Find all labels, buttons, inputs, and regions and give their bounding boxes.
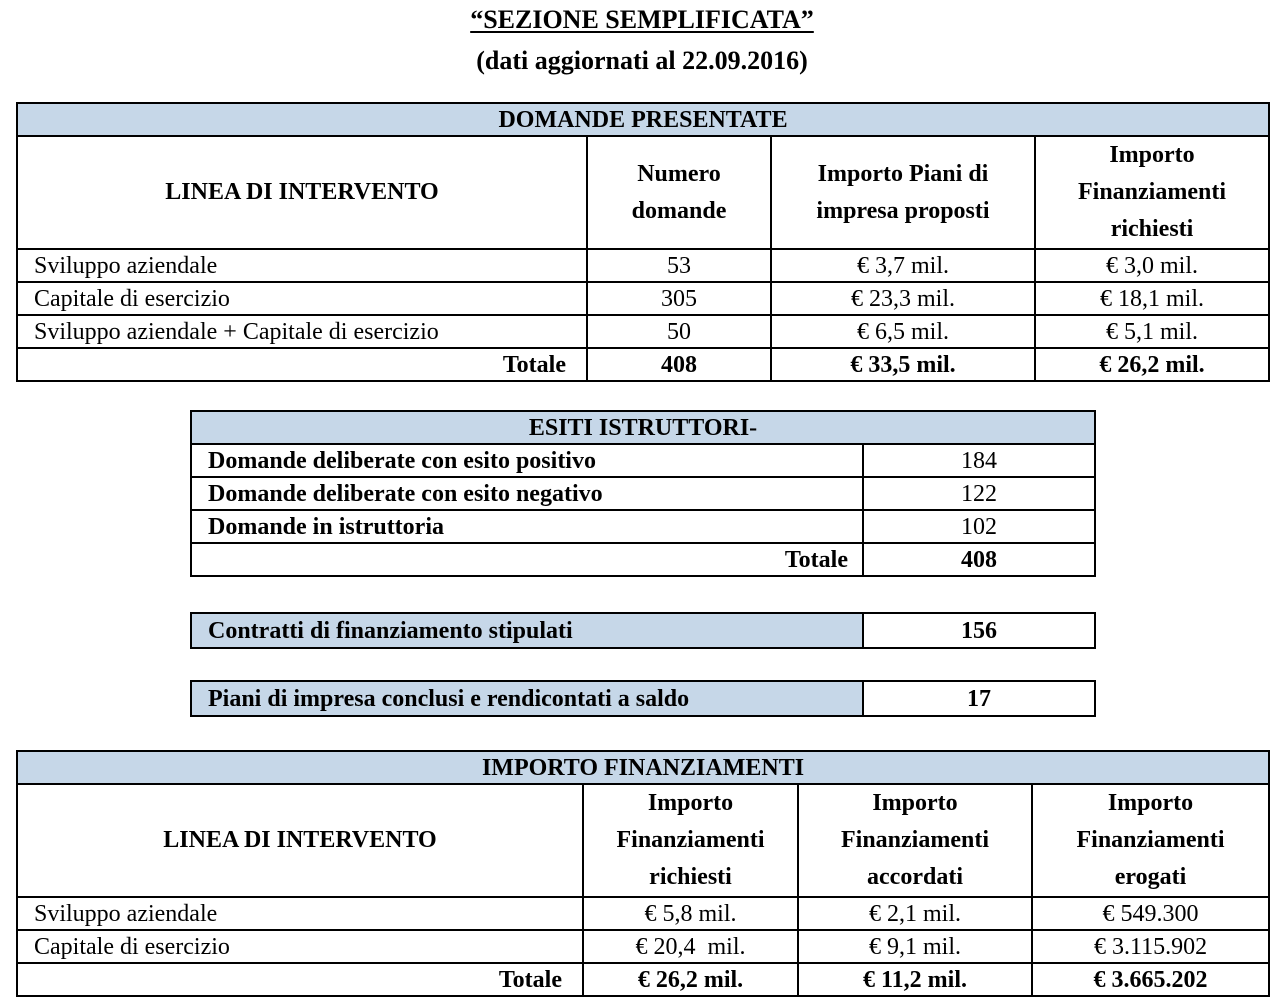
contratti-label: Contratti di finanziamento stipulati [191,613,863,648]
table-row [17,249,1269,282]
table-title: IMPORTO FINANZIAMENTI [17,751,1269,784]
numero-cell: 305 [587,282,771,315]
linea-cell: Sviluppo aziendale [17,249,587,282]
table-row [191,510,1095,543]
richiesti-cell: € 5,1 mil. [1035,315,1269,348]
piani-cell: € 23,3 mil. [771,282,1035,315]
column-header: Importo Piani di impresa proposti [771,136,1035,249]
table-row [17,315,1269,348]
erogati-cell: € 549.300 [1032,897,1269,930]
table-row [17,930,1269,963]
erogati-cell: € 3.115.902 [1032,930,1269,963]
contratti-table [190,612,1096,649]
linea-cell: Sviluppo aziendale + Capitale di esercizio [17,315,587,348]
total-piani: € 33,5 mil. [771,348,1035,381]
richiesti-cell: € 5,8 mil. [583,897,798,930]
column-header: Importo Finanziamenti richiesti [1035,136,1269,249]
esito-label: Domande deliberate con esito negativo [191,477,863,510]
column-header: LINEA DI INTERVENTO [17,136,587,249]
richiesti-cell: € 18,1 mil. [1035,282,1269,315]
total-label: Totale [17,348,587,381]
table-title: DOMANDE PRESENTATE [17,103,1269,136]
esiti-istruttori-table [190,410,1096,577]
total-richiesti: € 26,2 mil. [1035,348,1269,381]
column-header: Importo Finanziamenti erogati [1032,784,1269,897]
total-row [17,348,1269,381]
total-accordati: € 11,2 mil. [798,963,1032,996]
accordati-cell: € 9,1 mil. [798,930,1032,963]
page-title-text: “SEZIONE SEMPLIFICATA” [470,5,814,34]
esito-value: 122 [863,477,1095,510]
total-label: Totale [17,963,583,996]
total-erogati: € 3.665.202 [1032,963,1269,996]
table-row [191,613,1095,648]
accordati-cell: € 2,1 mil. [798,897,1032,930]
importo-finanziamenti-table [16,750,1270,997]
total-label: Totale [191,543,863,576]
total-numero: 408 [587,348,771,381]
table-row [191,444,1095,477]
column-header: Importo Finanziamenti richiesti [583,784,798,897]
esito-label: Domande deliberate con esito positivo [191,444,863,477]
linea-cell: Capitale di esercizio [17,282,587,315]
total-richiesti: € 26,2 mil. [583,963,798,996]
table-row [191,477,1095,510]
total-row [17,963,1269,996]
esito-value: 102 [863,510,1095,543]
numero-cell: 50 [587,315,771,348]
numero-cell: 53 [587,249,771,282]
domande-presentate-table [16,102,1270,382]
esito-value: 184 [863,444,1095,477]
table-row [17,897,1269,930]
esito-label: Domande in istruttoria [191,510,863,543]
richiesti-cell: € 3,0 mil. [1035,249,1269,282]
table-row [191,681,1095,716]
total-row [191,543,1095,576]
total-value: 408 [863,543,1095,576]
richiesti-cell: € 20,4 mil. [583,930,798,963]
linea-cell: Sviluppo aziendale [17,897,583,930]
column-header: Numero domande [587,136,771,249]
page-title [0,5,1284,35]
linea-cell: Capitale di esercizio [17,930,583,963]
contratti-value: 156 [863,613,1095,648]
column-header: LINEA DI INTERVENTO [17,784,583,897]
page-subtitle: (dati aggiornati al 22.09.2016) [476,46,808,75]
table-title: ESITI ISTRUTTORI- [191,411,1095,444]
column-header: Importo Finanziamenti accordati [798,784,1032,897]
piani-conclusi-label: Piani di impresa conclusi e rendicontati a saldo [191,681,863,716]
piani-cell: € 6,5 mil. [771,315,1035,348]
table-row [17,282,1269,315]
piani-cell: € 3,7 mil. [771,249,1035,282]
piani-conclusi-table [190,680,1096,717]
piani-conclusi-value: 17 [863,681,1095,716]
